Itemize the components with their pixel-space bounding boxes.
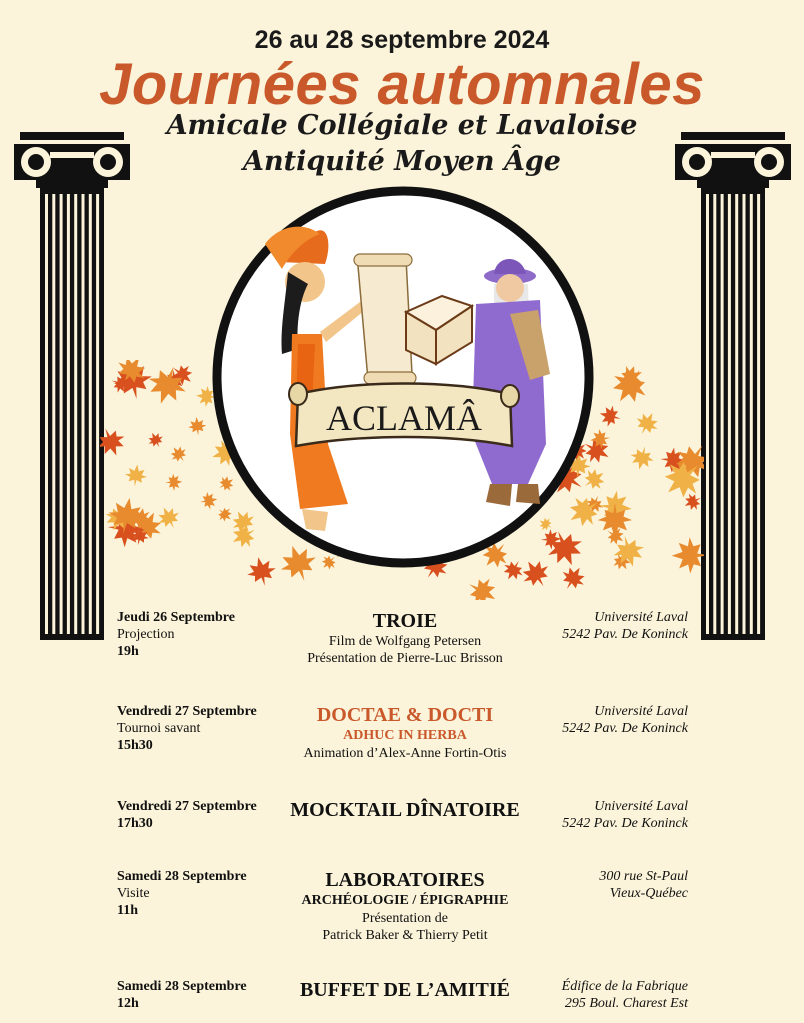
event-title: DOCTAE & DOCTI <box>316 704 494 726</box>
maple-leaf-icon <box>142 360 192 410</box>
event-kind: Tournoi savant <box>117 721 201 736</box>
event-description: Film de Wolfgang Petersen <box>328 634 482 649</box>
event-location <box>520 798 688 832</box>
event-title: LABORATOIRES <box>325 869 485 891</box>
event-details <box>255 609 555 667</box>
event-details <box>255 703 555 762</box>
main-title: Journées automnales <box>99 52 705 117</box>
event-title: BUFFET DE L’AMITIÉ <box>299 979 511 1001</box>
maple-leaf-icon <box>604 360 655 411</box>
event-day: Jeudi 26 Septembre <box>117 610 235 625</box>
event-location-line: 5242 Pav. De Koninck <box>562 627 688 642</box>
event-details <box>255 978 555 1002</box>
maple-leaf-icon <box>167 442 191 466</box>
event-location-line: 295 Boul. Charest Est <box>564 996 688 1011</box>
maple-leaf-icon <box>187 416 207 436</box>
event-location <box>520 868 688 902</box>
event-location <box>520 703 688 737</box>
organizer-name: Amicale Collégiale et Lavaloise <box>166 110 638 141</box>
event-day: Samedi 28 Septembre <box>117 979 247 994</box>
event-subtitle: ARCHÉOLOGIE / ÉPIGRAPHIE <box>301 893 509 908</box>
logo-banner <box>289 383 519 446</box>
event-location-line: Édifice de la Fabrique <box>561 979 688 994</box>
event-dates: 26 au 28 septembre 2024 <box>254 26 550 54</box>
event-day: Samedi 28 Septembre <box>117 869 247 884</box>
organizer-theme: Antiquité Moyen Âge <box>243 146 561 177</box>
event-location-line: Vieux-Québec <box>609 886 688 901</box>
maple-leaf-icon <box>462 571 503 600</box>
event-location-line: Université Laval <box>594 704 688 719</box>
event-details <box>255 868 555 944</box>
event-title: TROIE <box>372 610 438 632</box>
event-location <box>520 978 688 1012</box>
event-details <box>255 798 555 822</box>
event-time: 11h <box>117 903 139 918</box>
logo-banner-text: ACLAMÂ <box>325 398 483 438</box>
maple-leaf-icon <box>165 473 183 491</box>
maple-leaf-icon <box>145 429 167 451</box>
event-location-line: Université Laval <box>594 799 688 814</box>
event-location-line: 5242 Pav. De Koninck <box>562 721 688 736</box>
maple-leaf-icon <box>597 403 623 429</box>
maple-leaf-icon <box>631 408 662 439</box>
event-day: Vendredi 27 Septembre <box>117 704 257 719</box>
maple-leaf-icon <box>671 537 704 574</box>
event-subtitle: ADHUC IN HERBA <box>343 728 467 743</box>
event-time: 12h <box>117 996 139 1011</box>
event-description: Animation d’Alex-Anne Fortin-Otis <box>303 746 507 761</box>
event-time: 15h30 <box>117 738 153 753</box>
event-kind: Visite <box>117 886 150 901</box>
event-location-line: 5242 Pav. De Koninck <box>562 816 688 831</box>
event-time: 19h <box>117 644 139 659</box>
event-location-line: Université Laval <box>594 610 688 625</box>
maple-leaf-icon <box>153 503 183 533</box>
event-description: Patrick Baker & Thierry Petit <box>322 928 488 943</box>
event-location <box>520 609 688 643</box>
event-location-line: 300 rue St-Paul <box>599 869 688 884</box>
event-description: Présentation de Pierre-Luc Brisson <box>307 651 503 666</box>
event-title: MOCKTAIL DÎNATOIRE <box>290 799 520 821</box>
event-kind: Projection <box>117 627 175 642</box>
event-description: Présentation de <box>362 911 448 926</box>
maple-leaf-icon <box>100 423 130 461</box>
event-day: Vendredi 27 Septembre <box>117 799 257 814</box>
maple-leaf-icon <box>124 463 149 488</box>
aclama-logo <box>210 184 596 570</box>
event-time: 17h30 <box>117 816 153 831</box>
maple-leaf-icon <box>628 443 657 472</box>
